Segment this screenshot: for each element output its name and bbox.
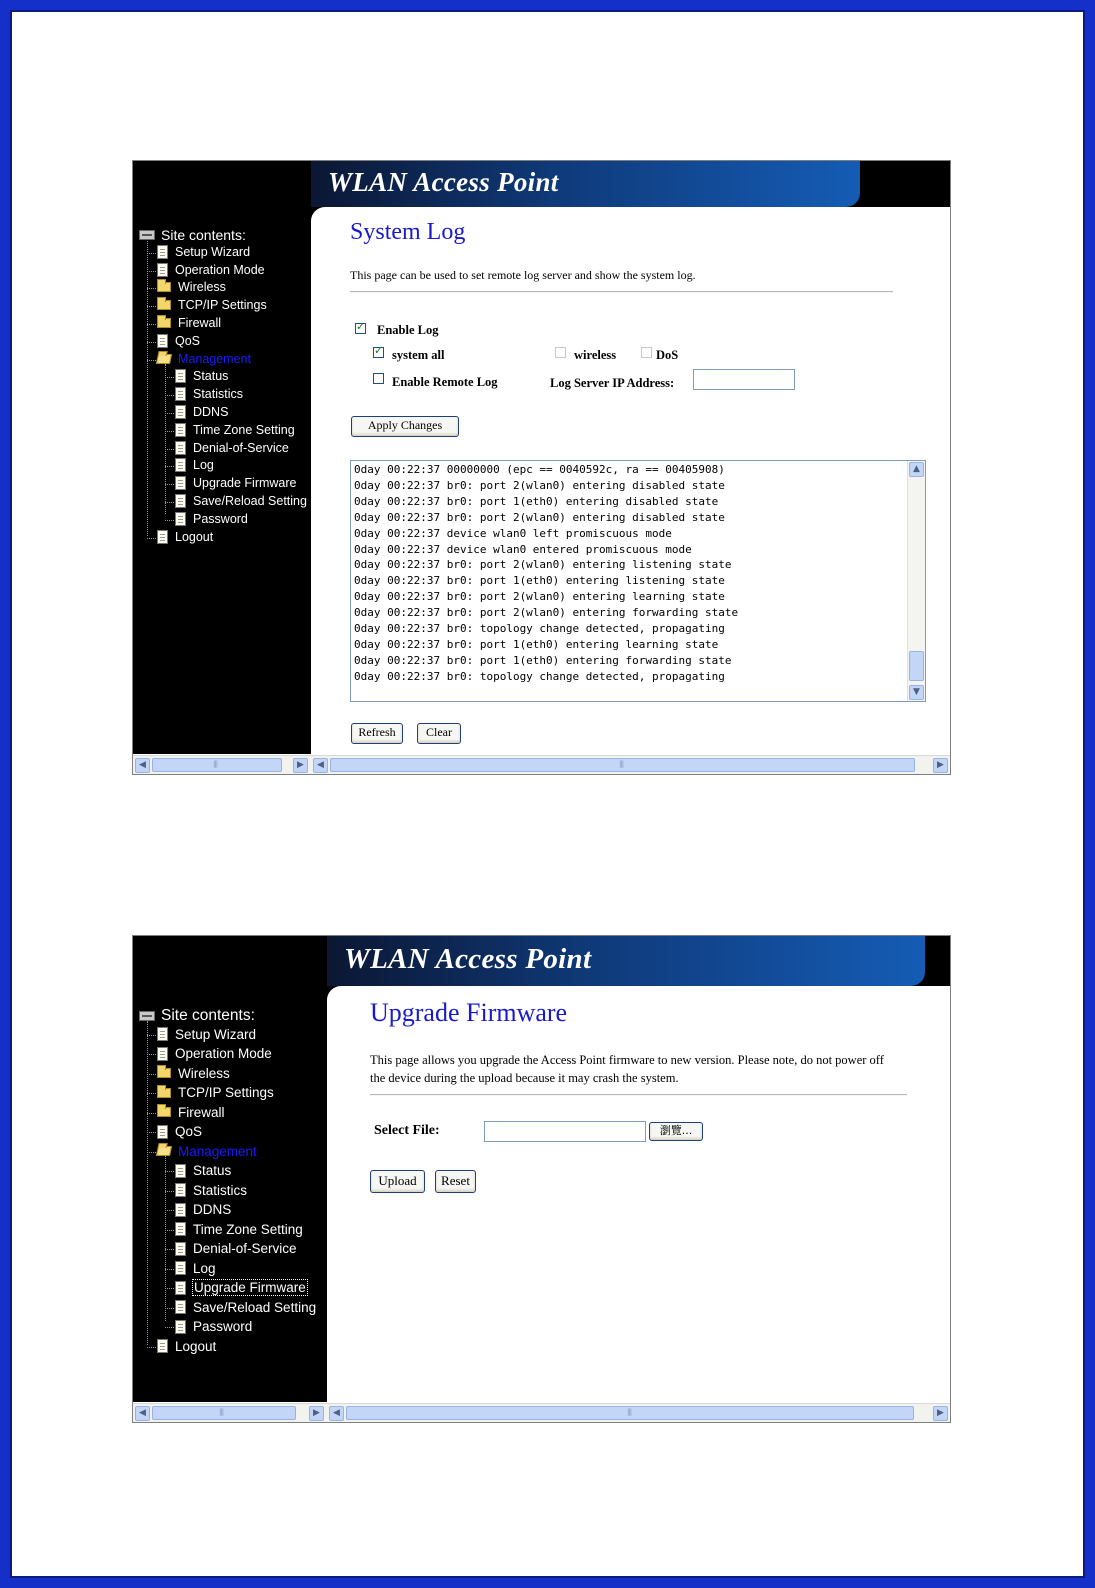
log-line: 0day 00:22:37 br0: port 1(eth0) entering forwarding state (354, 653, 732, 667)
page-title: Upgrade Firmware (370, 998, 568, 1027)
sidebar-item-time-zone-setting[interactable] (175, 423, 295, 437)
sidebar-item-label: Operation Mode (175, 1046, 272, 1061)
document-icon (175, 423, 186, 437)
sidebar-item-label: Management (178, 1143, 257, 1159)
system-all-label: system all (392, 348, 445, 362)
page-description-line-2: the device during the upload because it may crash the system. (370, 1071, 679, 1085)
sidebar-item-qos[interactable] (157, 334, 200, 348)
log-line: 0day 00:22:37 br0: port 1(eth0) entering learning state (354, 637, 719, 651)
tree-line (147, 1021, 148, 1345)
sidebar-item-label: Statistics (193, 1182, 248, 1198)
banner-title: WLAN Access Point (344, 943, 592, 975)
folder-icon (157, 1068, 171, 1078)
document-icon (175, 1281, 186, 1295)
apply-changes-button[interactable]: Apply Changes (351, 416, 459, 437)
log-line: 0day 00:22:37 br0: port 1(eth0) entering disabled state (354, 494, 719, 508)
tree-line (147, 538, 156, 539)
tree-line (165, 1210, 174, 1211)
document-icon (157, 245, 168, 259)
tree-line (165, 1230, 174, 1231)
document-icon (175, 441, 186, 455)
sidebar-item-label: QoS (175, 333, 201, 348)
upload-button[interactable]: Upload (370, 1170, 425, 1193)
sidebar-item-logout[interactable] (157, 530, 213, 544)
sidebar-horizontal-scrollbar[interactable] (133, 1403, 327, 1422)
document-icon (175, 1261, 186, 1275)
folder-icon (157, 1088, 171, 1098)
log-line: 0day 00:22:37 br0: port 2(wlan0) entering listening state (354, 558, 732, 572)
tree-line (147, 271, 156, 272)
tree-line (165, 1171, 174, 1172)
tree-root-label: Site contents: (161, 227, 246, 243)
tree-line (165, 395, 174, 396)
log-server-ip-input[interactable] (693, 369, 795, 390)
log-line: 0day 00:22:37 00000000 (epc == 0040592c, ra == 00405908) (354, 463, 725, 476)
sidebar-item-setup-wizard[interactable] (157, 1027, 256, 1042)
tree-line (165, 1269, 174, 1270)
sidebar-item-label: TCP/IP Settings (178, 298, 267, 313)
sidebar-item-operation-mode[interactable] (157, 1046, 272, 1061)
content-pane (327, 986, 950, 1402)
tree-line (165, 449, 174, 450)
tree-line (147, 324, 156, 325)
scroll-left-icon[interactable]: ◀ (135, 758, 150, 773)
page-title: System Log (350, 219, 466, 245)
document-icon (157, 263, 168, 277)
tree-line (147, 288, 156, 289)
enable-log-label: Enable Log (377, 323, 439, 337)
sidebar-item-time-zone-setting[interactable] (175, 1222, 303, 1237)
network-icon (139, 230, 155, 240)
sidebar-item-setup-wizard[interactable] (157, 245, 250, 259)
sidebar-item-upgrade-firmware[interactable] (175, 476, 297, 490)
sidebar-item-label: Status (193, 369, 229, 384)
tree-line (165, 1327, 174, 1328)
sidebar-item-statistics[interactable] (175, 1183, 247, 1198)
sidebar-item-label: Save/Reload Setting (193, 494, 307, 508)
reset-button[interactable]: Reset (435, 1170, 476, 1193)
log-textarea[interactable] (350, 460, 926, 702)
divider (370, 1094, 907, 1096)
sidebar-item-label: Log (193, 1260, 216, 1276)
scroll-left-icon[interactable]: ◀ (329, 1406, 344, 1421)
document-icon (175, 1222, 186, 1236)
tree-line (147, 1347, 156, 1348)
tree-line (165, 1308, 174, 1309)
log-line: 0day 00:22:37 br0: port 2(wlan0) entering learning state (354, 590, 725, 604)
enable-remote-log-checkbox[interactable] (373, 373, 384, 384)
sidebar-item-management[interactable] (157, 352, 251, 366)
sidebar-item-label: Password (193, 1319, 253, 1334)
document-icon (175, 512, 186, 526)
tree-line (147, 306, 156, 307)
sidebar-item-status[interactable] (175, 369, 228, 383)
document-icon (175, 494, 186, 508)
log-line: 0day 00:22:37 br0: topology change detected, propagating (354, 622, 725, 636)
log-vertical-scrollbar[interactable] (907, 461, 925, 701)
tree-line (165, 413, 174, 414)
tree-line (165, 484, 174, 485)
select-file-label: Select File: (374, 1123, 440, 1138)
sidebar-item-save-reload-setting[interactable] (175, 1300, 316, 1315)
banner (327, 936, 925, 986)
tree-line (147, 1035, 156, 1036)
document-icon (157, 1027, 168, 1041)
sidebar-item-label: Time Zone Setting (193, 422, 295, 437)
tree-line (147, 1152, 156, 1153)
sidebar-item-status[interactable] (175, 1163, 231, 1178)
scroll-left-icon[interactable]: ◀ (135, 1406, 150, 1421)
log-server-ip-label: Log Server IP Address: (550, 376, 675, 390)
log-line: 0day 00:22:37 device wlan0 entered promiscuous mode (354, 542, 692, 556)
log-line: 0day 00:22:37 br0: port 1(eth0) entering listening state (354, 574, 725, 588)
sidebar-item-label: Management (178, 351, 251, 366)
file-input[interactable] (484, 1121, 646, 1142)
sidebar-item-upgrade-firmware[interactable] (175, 1280, 307, 1295)
document-icon (175, 1203, 186, 1217)
enable-log-checkbox[interactable] (355, 323, 366, 334)
tree-root (139, 227, 246, 243)
sidebar (133, 936, 327, 1402)
system-log-screenshot (132, 160, 951, 775)
folder-icon (157, 300, 171, 310)
sidebar-item-denial-of-service[interactable] (175, 1241, 297, 1256)
page-description-line-1: This page allows you upgrade the Access Point firmware to new version. Please note, do not power off (370, 1053, 884, 1067)
tree-line (165, 1191, 174, 1192)
tree-line (147, 1132, 156, 1133)
document-icon (175, 1164, 186, 1178)
scroll-up-icon[interactable]: ▲ (909, 462, 924, 477)
content-pane (311, 207, 950, 754)
sidebar-item-ddns[interactable] (175, 405, 228, 419)
sidebar-item-label: DDNS (193, 405, 229, 419)
folder-icon (157, 1107, 171, 1117)
log-line: 0day 00:22:37 device wlan0 left promiscuous mode (354, 526, 672, 540)
sidebar-item-qos[interactable] (157, 1124, 202, 1139)
sidebar-item-label: Denial-of-Service (193, 1241, 297, 1256)
tree-line (147, 1074, 156, 1075)
sidebar-item-label: Wireless (178, 280, 226, 295)
open-folder-icon (156, 354, 172, 364)
upgrade-firmware-screenshot (132, 935, 951, 1423)
sidebar-item-tcp-ip-settings[interactable] (157, 298, 267, 312)
scroll-thumb[interactable]: ||| (152, 758, 282, 772)
content-horizontal-scrollbar[interactable] (311, 755, 950, 774)
document-icon (175, 1320, 186, 1334)
sidebar-item-label: QoS (175, 1124, 203, 1139)
sidebar-item-ddns[interactable] (175, 1202, 231, 1217)
document-icon (157, 1047, 168, 1061)
tree-line (147, 342, 156, 343)
sidebar-item-firewall[interactable] (157, 316, 221, 330)
sidebar-item-label: TCP/IP Settings (178, 1085, 274, 1100)
wireless-checkbox[interactable] (555, 347, 566, 358)
document-icon (157, 334, 168, 348)
log-line: 0day 00:22:37 br0: topology change detected, propagating (354, 669, 725, 683)
tree-line (147, 1054, 156, 1055)
sidebar-item-log[interactable] (175, 458, 214, 472)
page-description: This page can be used to set remote log server and show the system log. (350, 268, 696, 282)
sidebar-item-password[interactable] (175, 512, 248, 526)
sidebar-item-label: Setup Wizard (175, 244, 251, 259)
folder-icon (157, 282, 171, 292)
sidebar-item-log[interactable] (175, 1261, 216, 1276)
tree-root (139, 1007, 255, 1025)
sidebar-item-denial-of-service[interactable] (175, 441, 289, 455)
tree-line (147, 1093, 156, 1094)
scroll-right-icon[interactable]: ▶ (933, 1406, 948, 1421)
document-icon (175, 369, 186, 383)
tree-line (165, 431, 174, 432)
open-folder-icon (156, 1146, 172, 1156)
sidebar-item-label: Password (193, 511, 248, 526)
sidebar-item-label: DDNS (193, 1202, 232, 1217)
scroll-down-icon[interactable]: ▼ (909, 685, 924, 700)
sidebar-item-label: Logout (175, 1338, 217, 1354)
sidebar-item-label: Operation Mode (175, 262, 265, 277)
content-horizontal-scrollbar[interactable] (327, 1403, 950, 1422)
sidebar-item-label: Status (193, 1163, 232, 1178)
document-icon (157, 530, 168, 544)
log-lines (354, 462, 738, 685)
sidebar-horizontal-scrollbar[interactable] (133, 755, 311, 774)
document-icon (175, 1183, 186, 1197)
log-line: 0day 00:22:37 br0: port 2(wlan0) entering forwarding state (354, 606, 739, 620)
sidebar-item-operation-mode[interactable] (157, 263, 265, 277)
scroll-thumb[interactable]: ||| (330, 758, 915, 772)
sidebar-item-wireless[interactable] (157, 1066, 230, 1081)
system-all-checkbox[interactable] (373, 347, 384, 358)
network-icon (139, 1011, 155, 1021)
sidebar-item-password[interactable] (175, 1319, 252, 1334)
document-icon (175, 458, 186, 472)
dos-label: DoS (656, 348, 679, 362)
tree-line (147, 241, 148, 536)
tree-line (165, 502, 174, 503)
log-line: 0day 00:22:37 br0: port 2(wlan0) entering disabled state (354, 510, 725, 524)
tree-line (165, 364, 166, 514)
document-icon (157, 1339, 168, 1353)
scroll-thumb[interactable]: ||| (346, 1406, 914, 1420)
tree-line (165, 377, 174, 378)
sidebar-item-logout[interactable] (157, 1339, 216, 1354)
sidebar-item-label: Statistics (193, 387, 244, 402)
sidebar-item-label: Time Zone Setting (193, 1221, 303, 1237)
tree-root-label: Site contents: (161, 1007, 255, 1024)
document-icon (175, 1300, 186, 1314)
sidebar-item-management[interactable] (157, 1144, 257, 1159)
document-icon (175, 387, 186, 401)
clear-button[interactable]: Clear (417, 723, 461, 744)
browse-button[interactable]: 瀏覽... (649, 1122, 703, 1141)
sidebar-item-label: Upgrade Firmware (193, 476, 297, 491)
dos-checkbox[interactable] (641, 347, 652, 358)
sidebar-item-tcp-ip-settings[interactable] (157, 1085, 274, 1100)
document-icon (175, 1242, 186, 1256)
scroll-left-icon[interactable]: ◀ (313, 758, 328, 773)
sidebar-item-label: Log (193, 458, 214, 473)
sidebar-item-label: Firewall (178, 316, 222, 330)
banner (311, 161, 860, 207)
tree-line (165, 1249, 174, 1250)
document-icon (157, 1125, 168, 1139)
sidebar-item-statistics[interactable] (175, 387, 243, 401)
tree-line (165, 1156, 166, 1322)
divider (350, 291, 893, 293)
scroll-right-icon[interactable]: ▶ (933, 758, 948, 773)
enable-remote-log-label: Enable Remote Log (392, 375, 498, 389)
scroll-right-icon[interactable]: ▶ (309, 1406, 324, 1421)
document-icon (175, 405, 186, 419)
scroll-right-icon[interactable]: ▶ (293, 758, 308, 773)
folder-icon (157, 318, 171, 328)
sidebar-item-wireless[interactable] (157, 280, 226, 294)
wireless-label: wireless (574, 348, 617, 362)
scroll-thumb[interactable]: ||| (152, 1406, 296, 1420)
tree-line (165, 466, 174, 467)
sidebar-item-label: Logout (175, 529, 214, 544)
refresh-button[interactable]: Refresh (351, 723, 403, 744)
sidebar-item-label: Save/Reload Setting (193, 1299, 317, 1315)
document-icon (175, 476, 186, 490)
sidebar-item-label: Denial-of-Service (193, 440, 289, 455)
tree-line (147, 253, 156, 254)
sidebar (133, 161, 311, 754)
log-line: 0day 00:22:37 br0: port 2(wlan0) entering disabled state (354, 478, 725, 492)
sidebar-item-label: Upgrade Firmware (194, 1280, 306, 1295)
sidebar-item-firewall[interactable] (157, 1105, 225, 1120)
sidebar-item-label: Firewall (178, 1104, 225, 1120)
sidebar-item-label: Setup Wizard (175, 1026, 257, 1042)
tree-line (147, 360, 156, 361)
sidebar-item-label: Wireless (178, 1065, 230, 1081)
tree-line (165, 1288, 174, 1289)
tree-line (165, 520, 174, 521)
sidebar-item-save-reload-setting[interactable] (175, 494, 307, 508)
scroll-thumb[interactable] (909, 651, 924, 681)
banner-title: WLAN Access Point (328, 167, 559, 197)
tree-line (147, 1113, 156, 1114)
